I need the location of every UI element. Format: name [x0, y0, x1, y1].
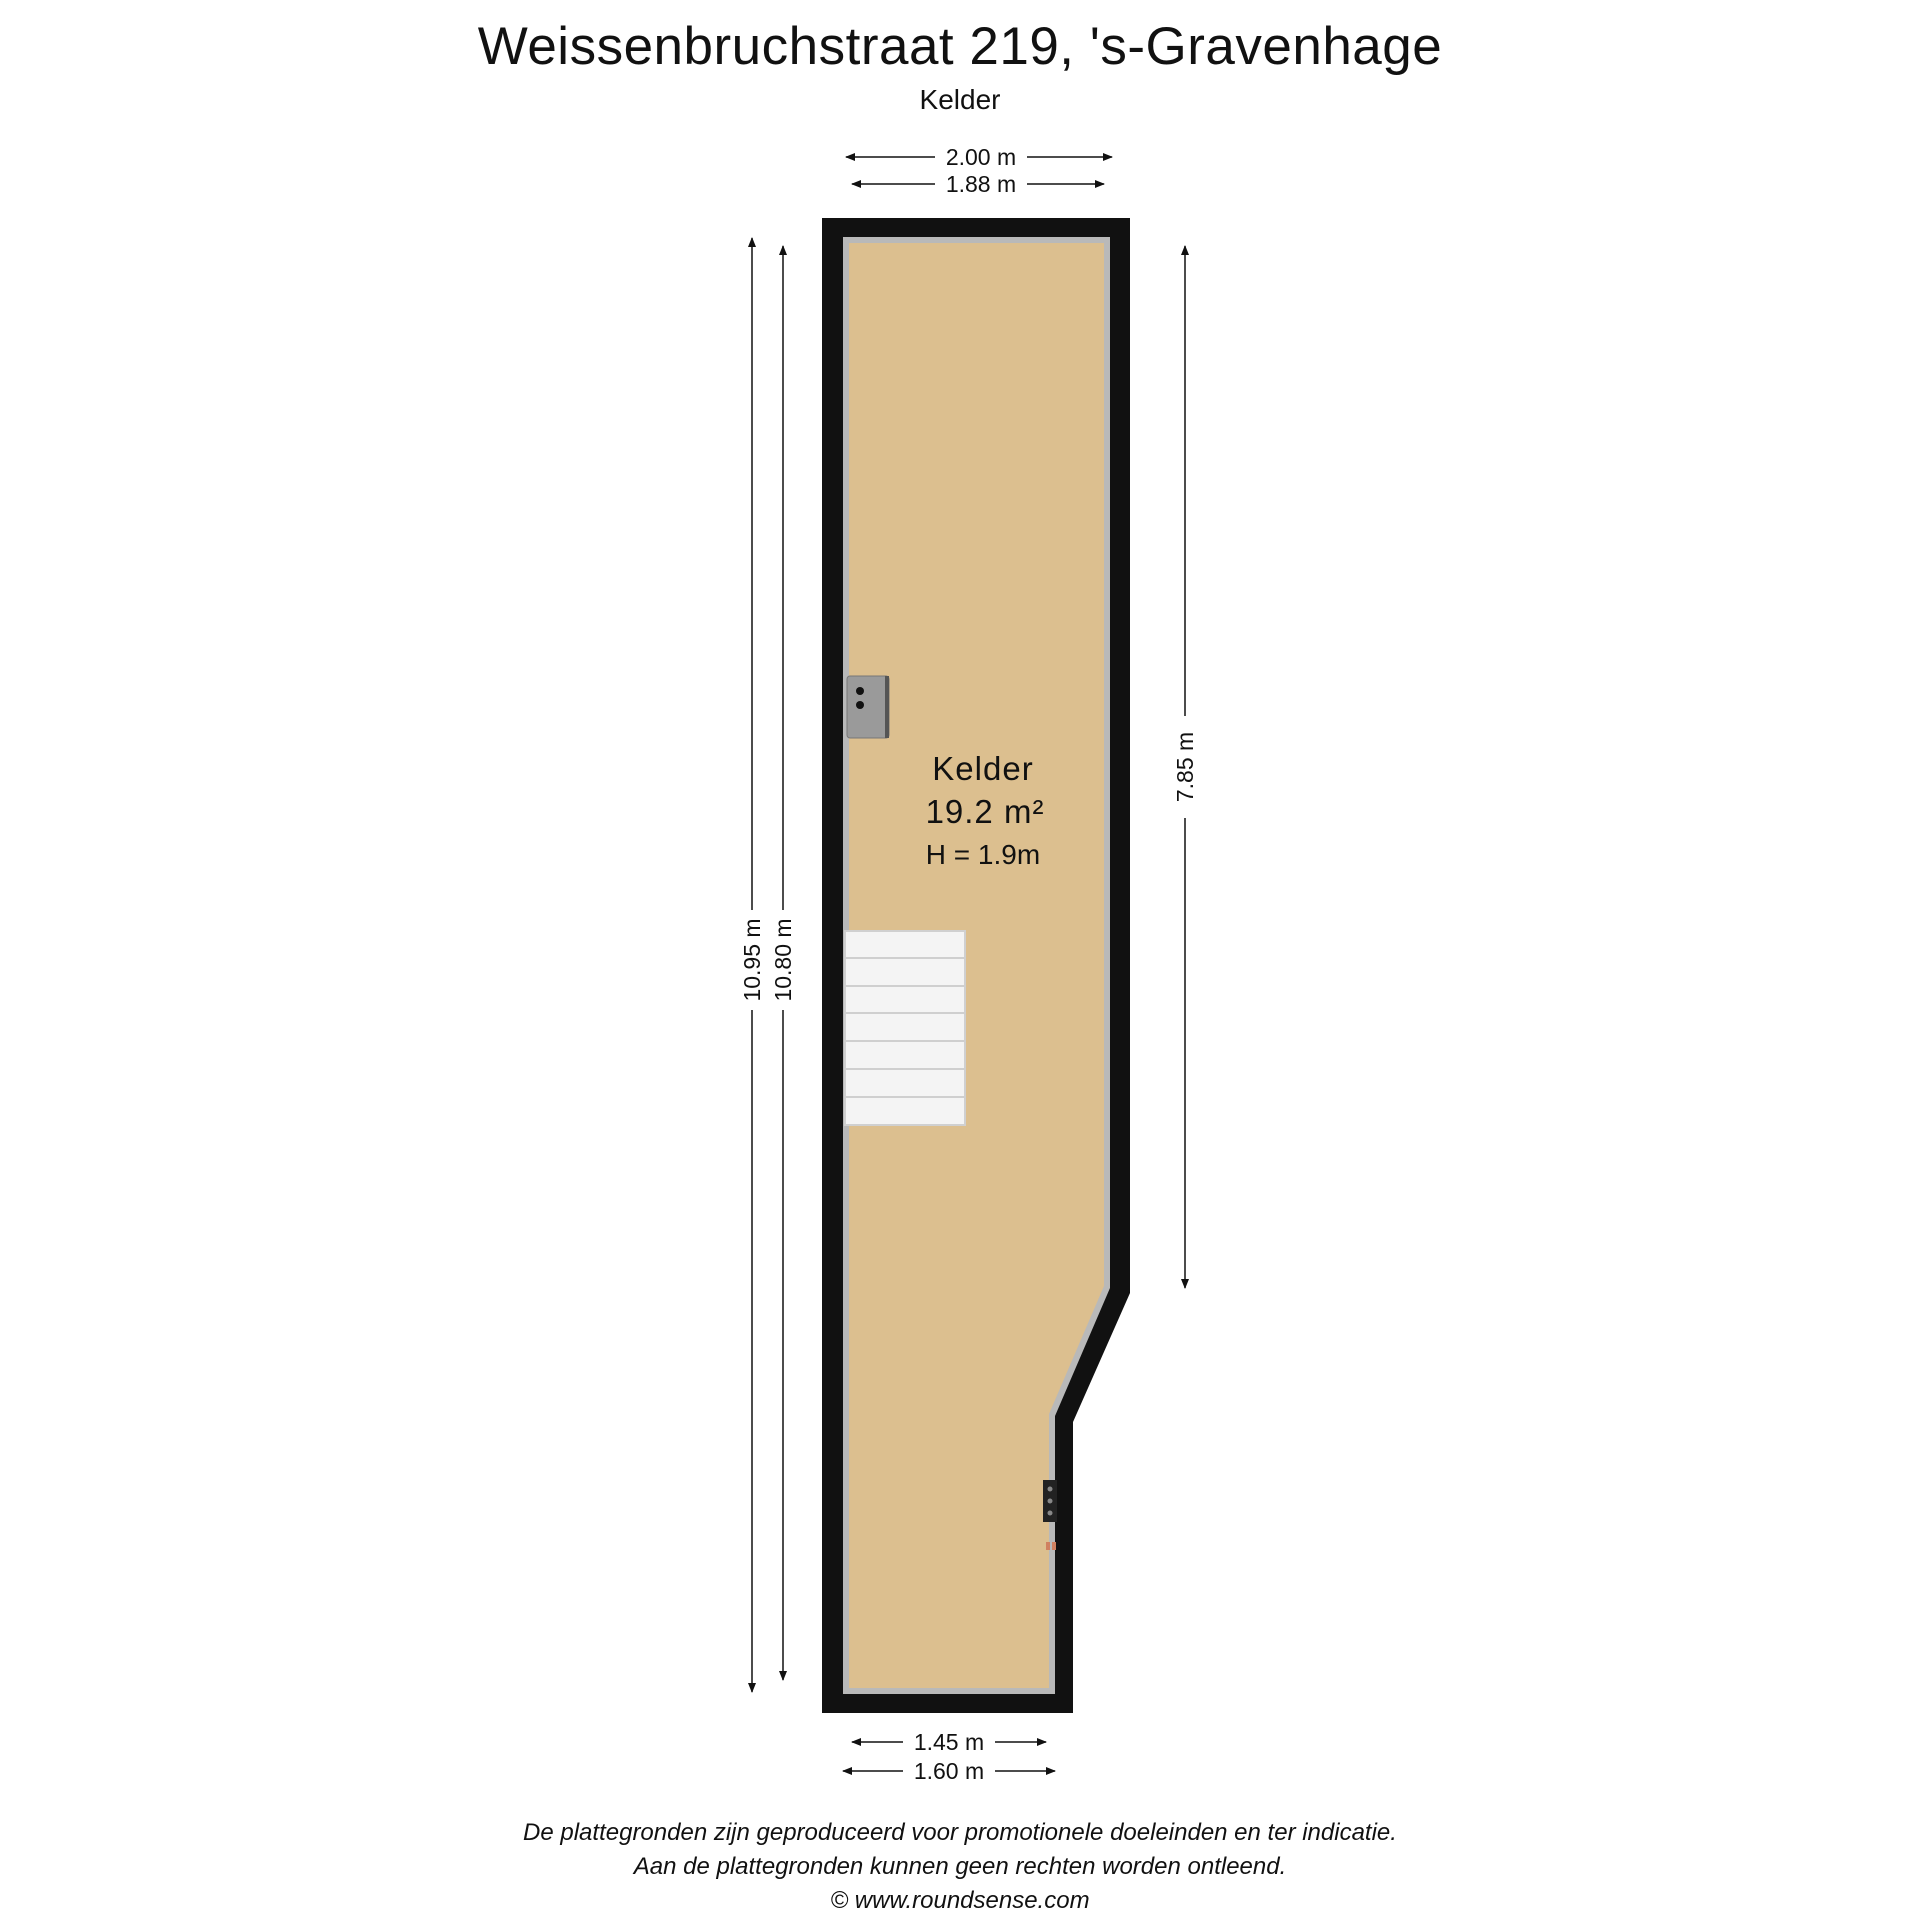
dimension-right	[1172, 246, 1198, 1288]
room-name: Kelder	[932, 750, 1034, 787]
dimension-left-inner	[770, 246, 796, 1680]
dimension-top-inner	[852, 171, 1104, 197]
dimension-label: 2.00 m	[945, 144, 1017, 170]
dimension-top-outer	[846, 144, 1112, 170]
dimension-label: 1.88 m	[945, 171, 1017, 197]
plan-title: Weissenbruchstraat 219, 's-Gravenhage	[477, 17, 1443, 76]
dimension-label: 7.85 m	[1172, 731, 1198, 803]
room-area: 19.2 m²	[925, 793, 1045, 830]
dimension-bottom-outer	[843, 1758, 1055, 1784]
disclaimer-line-2: Aan de plattegronden kunnen geen rechten worden ontleend.	[633, 1853, 1287, 1880]
dimension-left-outer	[739, 238, 765, 1692]
copyright-notice: © www.roundsense.com	[830, 1887, 1090, 1914]
boiler-fixture	[847, 676, 889, 738]
stairs	[845, 931, 965, 1125]
disclaimer-line-1: De plattegronden zijn geproduceerd voor promotionele doeleinden en ter indicatie.	[523, 1819, 1397, 1846]
dimension-label: 10.95 m	[739, 918, 765, 1002]
dimension-label: 1.60 m	[913, 1758, 985, 1784]
dimension-label: 1.45 m	[913, 1729, 985, 1755]
dimension-bottom-inner	[852, 1729, 1046, 1755]
room-height: H = 1.9m	[925, 839, 1041, 870]
dimension-label: 10.80 m	[770, 918, 796, 1002]
floor-name: Kelder	[919, 84, 1001, 115]
